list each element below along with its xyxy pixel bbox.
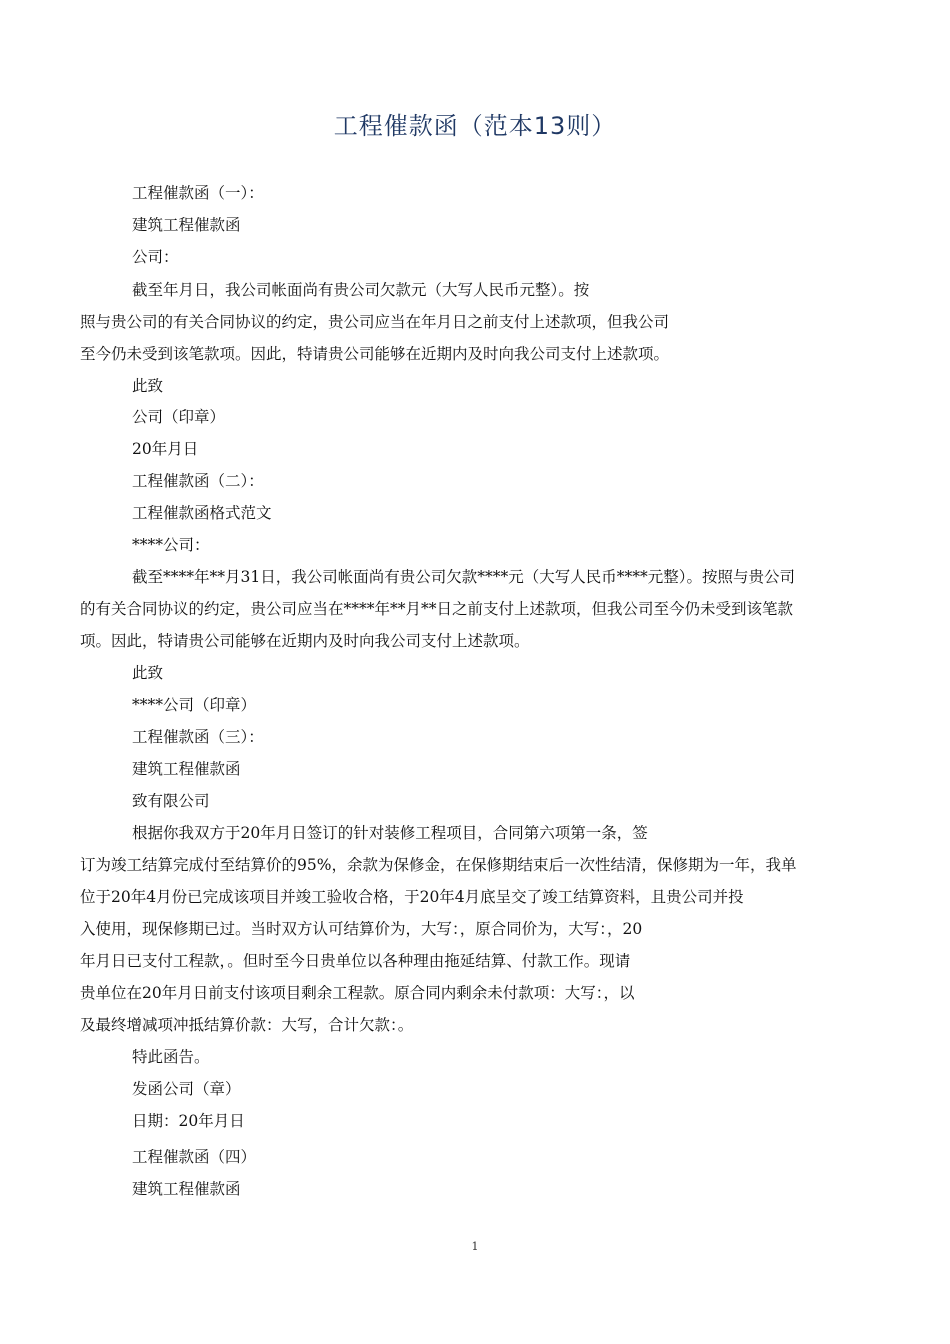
page-number: 1 [471, 1240, 479, 1253]
section-heading-2: 工程催款函（二）： [132, 472, 264, 490]
text-line: 的有关合同协议的约定，贵公司应当在****年**月**日之前支付上述款项，但我公司至今仍未受到该笔款 [80, 600, 794, 618]
text-line: 工程催款函格式范文 [132, 504, 272, 522]
section-heading-1: 工程催款函（一）： [132, 184, 264, 202]
text-line: 订为竣工结算完成付至结算价的95%，余款为保修金，在保修期结束后一次性结清，保修期为一年，我单 [80, 856, 797, 874]
text-line: 公司（印章） [132, 408, 226, 426]
text-line: 贵单位在20年月日前支付该项目剩余工程款。原合同内剩余未付款项：大写：，以 [80, 984, 635, 1002]
text-line: 截至****年**月31日，我公司帐面尚有贵公司欠款****元（大写人民币****元整）。按照与贵公司 [132, 568, 795, 586]
text-line: 年月日已支付工程款，。但时至今日贵单位以各种理由拖延结算、付款工作。现请 [80, 952, 631, 970]
text-line: 20年月日 [132, 440, 199, 458]
text-line: 发函公司（章） [132, 1080, 241, 1098]
text-line: 位于20年4月份已完成该项目并竣工验收合格，于20年4月底呈交了竣工结算资料，且贵公司并投 [80, 888, 744, 906]
text-line: 此致 [132, 377, 164, 395]
text-line: 特此函告。 [132, 1048, 210, 1066]
text-line: 建筑工程催款函 [132, 216, 241, 234]
section-heading-3: 工程催款函（三）： [132, 728, 264, 746]
text-line: 项。因此，特请贵公司能够在近期内及时向我公司支付上述款项。 [80, 632, 530, 650]
text-line: 此致 [132, 664, 164, 682]
text-line: 公司： [132, 248, 179, 266]
text-line: 截至年月日，我公司帐面尚有贵公司欠款元（大写人民币元整）。按 [132, 281, 590, 299]
text-line: 及最终增减项冲抵结算价款：大写，合计欠款：。 [80, 1016, 414, 1034]
document-title: 工程催款函（范本13则） [333, 112, 617, 140]
text-line: 至今仍未受到该笔款项。因此，特请贵公司能够在近期内及时向我公司支付上述款项。 [80, 345, 670, 363]
text-line: 入使用，现保修期已过。当时双方认可结算价为，大写：，原合同价为，大写：，20 [80, 920, 643, 938]
text-line: 致有限公司 [132, 792, 210, 810]
text-line: 日期：20年月日 [132, 1112, 245, 1130]
text-line: 根据你我双方于20年月日签订的针对装修工程项目，合同第六项第一条，签 [132, 824, 648, 842]
text-line: 照与贵公司的有关合同协议的约定，贵公司应当在年月日之前支付上述款项，但我公司 [80, 313, 670, 331]
text-line: 建筑工程催款函 [132, 1180, 241, 1198]
text-line: 建筑工程催款函 [132, 760, 241, 778]
section-heading-4: 工程催款函（四） [132, 1148, 257, 1166]
text-line: ****公司（印章） [132, 696, 257, 714]
text-line: ****公司： [132, 536, 210, 554]
